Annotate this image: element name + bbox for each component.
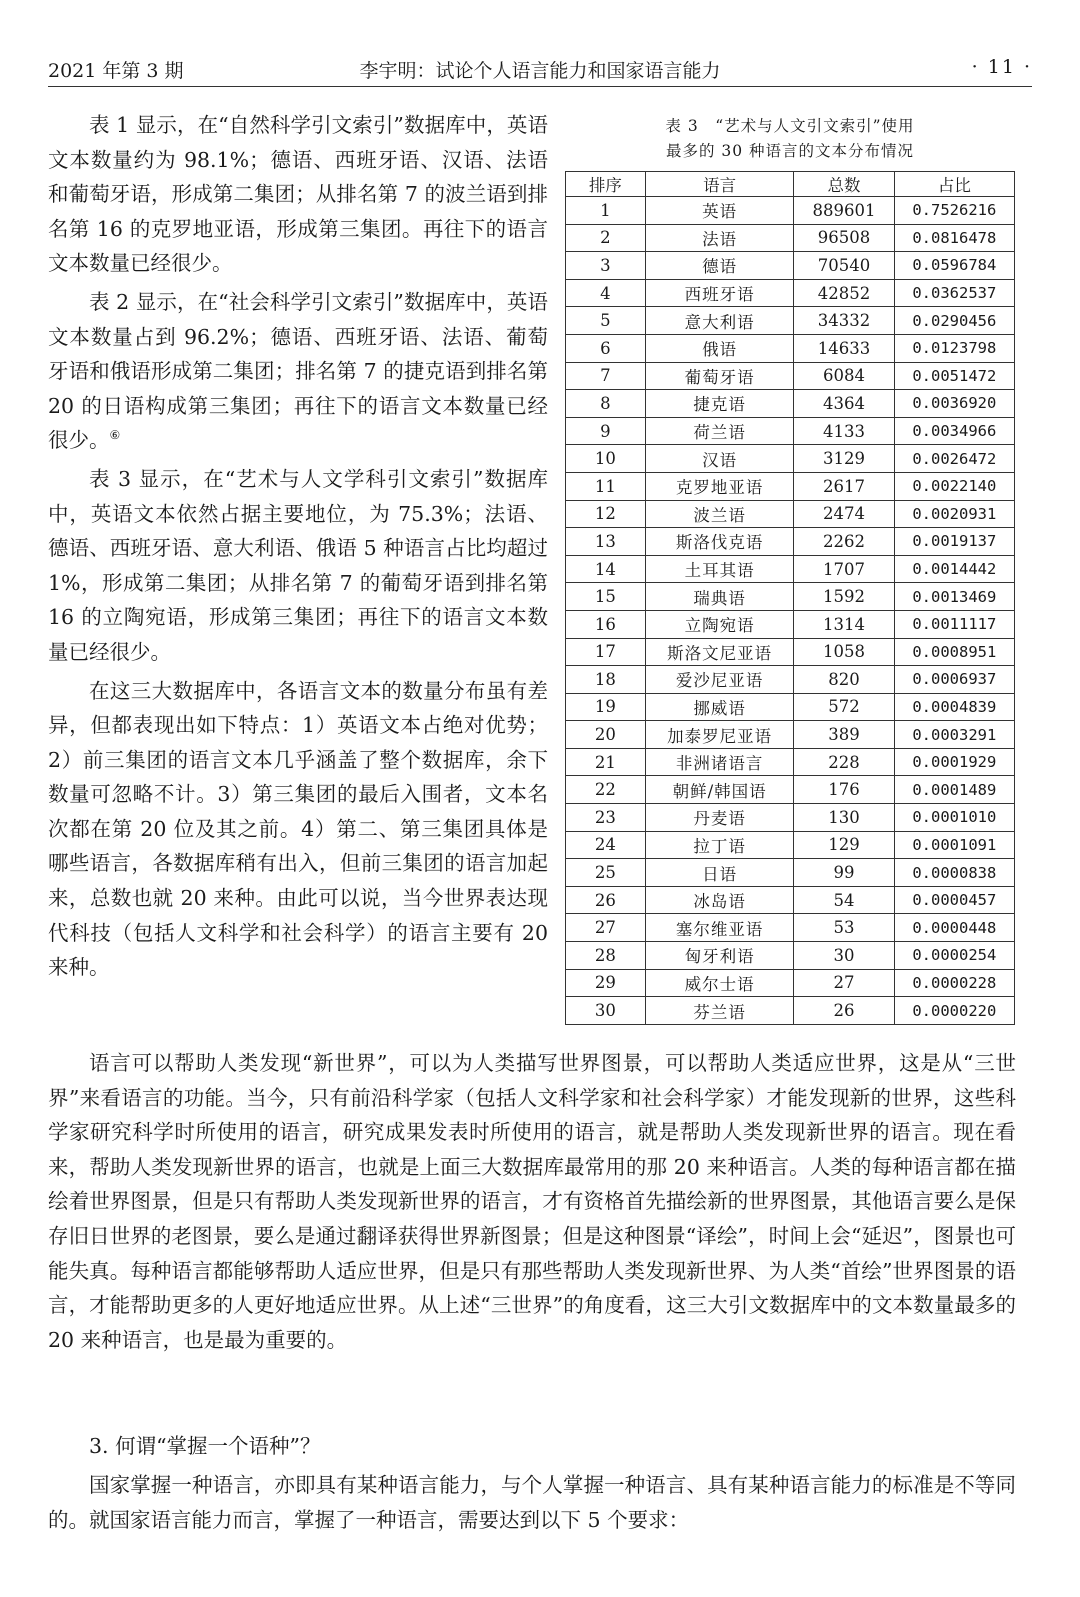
language-cell: 冰岛语 (645, 886, 794, 914)
footnote-marker: ⑥ (109, 428, 121, 443)
paragraph-requirements: 国家掌握一种语言，亦即具有某种语言能力，与个人掌握一种语言、具有某种语言能力的标准是不等同的。就国家语言能力而言，掌握了一种语言，需要达到以下 5 个要求： (48, 1473, 1016, 1532)
language-cell: 英语 (645, 197, 794, 225)
rank-cell: 24 (566, 831, 646, 859)
total-cell: 30 (794, 942, 894, 970)
total-cell: 130 (794, 804, 894, 832)
rank-cell: 2 (566, 224, 646, 252)
table-row (566, 500, 1015, 528)
ratio-cell: 0.0014442 (894, 555, 1014, 583)
table-row (566, 804, 1015, 832)
total-cell: 6084 (794, 362, 894, 390)
language-cell: 朝鲜/韩国语 (645, 776, 794, 804)
table-row (566, 776, 1015, 804)
rank-cell: 9 (566, 417, 646, 445)
language-cell: 非洲诸语言 (645, 748, 794, 776)
language-cell: 俄语 (645, 334, 794, 362)
table-row (566, 307, 1015, 335)
running-title: 李宇明：试论个人语言能力和国家语言能力 (359, 60, 721, 82)
total-cell: 389 (794, 721, 894, 749)
ratio-cell: 0.0020931 (894, 500, 1014, 528)
rank-cell: 1 (566, 197, 646, 225)
ratio-cell: 0.0001489 (894, 776, 1014, 804)
total-cell: 42852 (794, 279, 894, 307)
page-number: · 11 · (971, 56, 1032, 78)
rank-cell: 19 (566, 693, 646, 721)
table-row (566, 583, 1015, 611)
rank-cell: 26 (566, 886, 646, 914)
header-rank: 排序 (566, 172, 646, 197)
rank-cell: 14 (566, 555, 646, 583)
rank-cell: 16 (566, 610, 646, 638)
total-cell: 4133 (794, 417, 894, 445)
table-row (566, 914, 1015, 942)
rank-cell: 27 (566, 914, 646, 942)
header-total: 总数 (794, 172, 894, 197)
table-row (566, 693, 1015, 721)
total-cell: 1058 (794, 638, 894, 666)
ratio-cell: 0.0006937 (894, 666, 1014, 694)
total-cell: 228 (794, 748, 894, 776)
language-cell: 挪威语 (645, 693, 794, 721)
paragraph-table2: 表 2 显示，在“社会科学引文索引”数据库中，英语文本数量占到 96.2%；德语、西班牙语、法语、葡萄牙语和俄语形成第二集团；排名第 7 的捷克语到排名第 20 的日语构成第三集团；再往下的语言文本数量已经很少。⑥ (48, 289, 548, 453)
total-cell: 96508 (794, 224, 894, 252)
table-row (566, 279, 1015, 307)
language-cell: 荷兰语 (645, 417, 794, 445)
table-row (566, 721, 1015, 749)
table-row (566, 445, 1015, 473)
total-cell: 54 (794, 886, 894, 914)
rank-cell: 23 (566, 804, 646, 832)
rank-cell: 15 (566, 583, 646, 611)
ratio-cell: 0.0019137 (894, 528, 1014, 556)
ratio-cell: 0.0051472 (894, 362, 1014, 390)
rank-cell: 10 (566, 445, 646, 473)
language-cell: 拉丁语 (645, 831, 794, 859)
paragraph-summary: 在这三大数据库中，各语言文本的数量分布虽有差异，但都表现出如下特点：1）英语文本占绝对优势；2）前三集团的语言文本几乎涵盖了整个数据库，余下数量可忽略不计。3）第三集团的最后入围者，文本名次都在第 20 位及其之前。4）第二、第三集团具体是哪些语言，各数据库稍有出入，但前三集团的语言加起来，总数也就 20 来种。由此可以说，当今世界表达现代科技（包括人文科学和社会科学）的语言主要有 20 来种。 (48, 678, 548, 980)
table-row (566, 528, 1015, 556)
ratio-cell: 0.0008951 (894, 638, 1014, 666)
rank-cell: 21 (566, 748, 646, 776)
table-row (566, 555, 1015, 583)
table-body (566, 197, 1015, 1025)
header-ratio: 占比 (894, 172, 1014, 197)
table-header-row (566, 172, 1015, 197)
ratio-cell: 0.0000228 (894, 969, 1014, 997)
language-cell: 意大利语 (645, 307, 794, 335)
rank-cell: 7 (566, 362, 646, 390)
table-row (566, 362, 1015, 390)
total-cell: 14633 (794, 334, 894, 362)
language-cell: 塞尔维亚语 (645, 914, 794, 942)
rank-cell: 3 (566, 252, 646, 280)
table-row (566, 224, 1015, 252)
table-row (566, 197, 1015, 225)
total-cell: 2617 (794, 472, 894, 500)
table-row (566, 942, 1015, 970)
ratio-cell: 0.0816478 (894, 224, 1014, 252)
table-row (566, 666, 1015, 694)
ratio-cell: 0.0001010 (894, 804, 1014, 832)
ratio-cell: 0.0123798 (894, 334, 1014, 362)
table-row (566, 886, 1015, 914)
total-cell: 572 (794, 693, 894, 721)
ratio-cell: 0.0362537 (894, 279, 1014, 307)
rank-cell: 11 (566, 472, 646, 500)
table-row (566, 610, 1015, 638)
paragraph-table1: 表 1 显示，在“自然科学引文索引”数据库中，英语文本数量约为 98.1%；德语、西班牙语、汉语、法语和葡萄牙语，形成第二集团；从排名第 7 的波兰语到排名第 16 的克罗地亚语，形成第三集团。再往下的语言文本数量已经很少。 (48, 113, 548, 276)
rank-cell: 6 (566, 334, 646, 362)
language-cell: 芬兰语 (645, 997, 794, 1025)
table-row (566, 997, 1015, 1025)
table-3 (565, 114, 1015, 1025)
rank-cell: 28 (566, 942, 646, 970)
total-cell: 176 (794, 776, 894, 804)
rank-cell: 4 (566, 279, 646, 307)
language-cell: 丹麦语 (645, 804, 794, 832)
total-cell: 1707 (794, 555, 894, 583)
ratio-cell: 0.0004839 (894, 693, 1014, 721)
section-heading: 3. 何谓“掌握一个语种”？ (89, 1434, 321, 1458)
language-cell: 捷克语 (645, 390, 794, 418)
ratio-cell: 0.0011117 (894, 610, 1014, 638)
table-row (566, 472, 1015, 500)
ratio-cell: 0.0000220 (894, 997, 1014, 1025)
total-cell: 70540 (794, 252, 894, 280)
language-table (565, 171, 1015, 1025)
table-row (566, 417, 1015, 445)
running-header (48, 52, 1032, 87)
rank-cell: 5 (566, 307, 646, 335)
ratio-cell: 0.0001091 (894, 831, 1014, 859)
ratio-cell: 0.0013469 (894, 583, 1014, 611)
header-language: 语言 (645, 172, 794, 197)
ratio-cell: 0.0036920 (894, 390, 1014, 418)
total-cell: 4364 (794, 390, 894, 418)
language-cell: 威尔士语 (645, 969, 794, 997)
language-cell: 匈牙利语 (645, 942, 794, 970)
total-cell: 820 (794, 666, 894, 694)
ratio-cell: 0.0000457 (894, 886, 1014, 914)
language-cell: 立陶宛语 (645, 610, 794, 638)
table-row (566, 638, 1015, 666)
table-caption: 表 3 “艺术与人文引文索引”使用 最多的 30 种语言的文本分布情况 (665, 117, 915, 160)
table-row (566, 831, 1015, 859)
language-cell: 斯洛伐克语 (645, 528, 794, 556)
total-cell: 889601 (794, 197, 894, 225)
language-cell: 爱沙尼亚语 (645, 666, 794, 694)
ratio-cell: 0.0000838 (894, 859, 1014, 887)
rank-cell: 17 (566, 638, 646, 666)
left-column (48, 108, 548, 989)
language-cell: 葡萄牙语 (645, 362, 794, 390)
language-cell: 西班牙语 (645, 279, 794, 307)
table-row (566, 748, 1015, 776)
ratio-cell: 0.0290456 (894, 307, 1014, 335)
ratio-cell: 0.7526216 (894, 197, 1014, 225)
total-cell: 1314 (794, 610, 894, 638)
rank-cell: 13 (566, 528, 646, 556)
total-cell: 129 (794, 831, 894, 859)
ratio-cell: 0.0001929 (894, 748, 1014, 776)
ratio-cell: 0.0026472 (894, 445, 1014, 473)
total-cell: 2474 (794, 500, 894, 528)
rank-cell: 25 (566, 859, 646, 887)
total-cell: 99 (794, 859, 894, 887)
table-row (566, 334, 1015, 362)
total-cell: 3129 (794, 445, 894, 473)
rank-cell: 12 (566, 500, 646, 528)
rank-cell: 8 (566, 390, 646, 418)
language-cell: 德语 (645, 252, 794, 280)
paragraph-table3: 表 3 显示，在“艺术与人文学科引文索引”数据库中，英语文本依然占据主要地位，为 75.3%；法语、德语、西班牙语、意大利语、俄语 5 种语言占比均超过 1%，形成第二集团；从排名第 7 的葡萄牙语到排名第 16 的立陶宛语，形成第三集团；再往下的语言文本数量已经很少。 (48, 466, 548, 664)
ratio-cell: 0.0022140 (894, 472, 1014, 500)
total-cell: 1592 (794, 583, 894, 611)
ratio-cell: 0.0000448 (894, 914, 1014, 942)
language-cell: 瑞典语 (645, 583, 794, 611)
language-cell: 斯洛文尼亚语 (645, 638, 794, 666)
paragraph-three-worlds: 语言可以帮助人类发现“新世界”，可以为人类描写世界图景，可以帮助人类适应世界，这是从“三世界”来看语言的功能。当今，只有前沿科学家（包括人文科学家和社会科学家）才能发现新的世界，这些科学家研究科学时所使用的语言，研究成果发表时所使用的语言，就是帮助人类发现新世界的语言。现在看来，帮助人类发现新世界的语言，也就是上面三大数据库最常用的那 20 来种语言。人类的每种语言都在描绘着世界图景，但是只有帮助人类发现新世界的语言，才有资格首先描绘新的世界图景，其他语言要么是保存旧日世界的老图景，要么是通过翻译获得世界新图景；但是这种图景“译绘”，时间上会“延迟”，图景也可能失真。每种语言都能够帮助人适应世界，但是只有那些帮助人类发现新世界、为人类“首绘”世界图景的语言，才能帮助更多的人更好地适应世界。从上述“三世界”的角度看，这三大引文数据库中的文本数量最多的 20 来种语言，也是最为重要的。 (48, 1051, 1016, 1352)
ratio-cell: 0.0034966 (894, 417, 1014, 445)
table-row (566, 969, 1015, 997)
language-cell: 汉语 (645, 445, 794, 473)
language-cell: 克罗地亚语 (645, 472, 794, 500)
table-row (566, 390, 1015, 418)
total-cell: 34332 (794, 307, 894, 335)
ratio-cell: 0.0000254 (894, 942, 1014, 970)
total-cell: 53 (794, 914, 894, 942)
language-cell: 日语 (645, 859, 794, 887)
table-row (566, 859, 1015, 887)
rank-cell: 22 (566, 776, 646, 804)
language-cell: 波兰语 (645, 500, 794, 528)
table-row (566, 252, 1015, 280)
ratio-cell: 0.0003291 (894, 721, 1014, 749)
journal-issue: 2021 年第 3 期 (48, 60, 184, 82)
ratio-cell: 0.0596784 (894, 252, 1014, 280)
language-cell: 法语 (645, 224, 794, 252)
language-cell: 加泰罗尼亚语 (645, 721, 794, 749)
total-cell: 27 (794, 969, 894, 997)
rank-cell: 20 (566, 721, 646, 749)
rank-cell: 30 (566, 997, 646, 1025)
total-cell: 26 (794, 997, 894, 1025)
total-cell: 2262 (794, 528, 894, 556)
language-cell: 土耳其语 (645, 555, 794, 583)
rank-cell: 29 (566, 969, 646, 997)
rank-cell: 18 (566, 666, 646, 694)
